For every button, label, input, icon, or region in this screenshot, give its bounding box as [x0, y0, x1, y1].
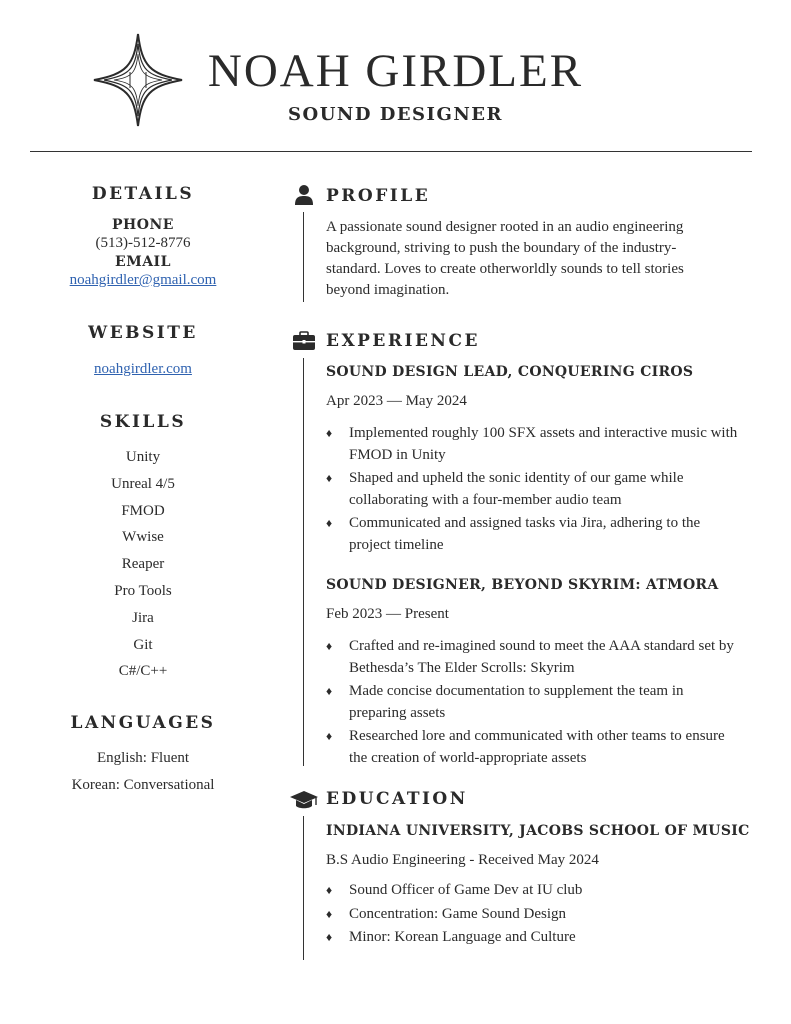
- job-bullet: ♦ Crafted and re-imagined sound to meet the AAA standard set by Bethesda’s The Elder Scrolls: Skyrim: [326, 636, 741, 679]
- job-bullet: ♦ Communicated and assigned tasks via Jira, adhering to the project timeline: [326, 513, 741, 556]
- email-link[interactable]: noahgirdler@gmail.com: [69, 272, 217, 288]
- languages-list: [38, 745, 248, 799]
- job-bullet: ♦ Shaped and upheld the sonic identity of our game while collaborating with a four-member audio team: [326, 468, 741, 511]
- skill-item: Unity: [125, 449, 161, 465]
- job-dates: Feb 2023 — Present: [326, 606, 449, 622]
- header-divider: [30, 151, 752, 152]
- person-icon: [289, 184, 319, 206]
- profile-timeline: [303, 212, 304, 302]
- left-column: [38, 184, 248, 799]
- languages-heading: LANGUAGES: [70, 713, 216, 734]
- education-bullet: ♦ Minor: Korean Language and Culture: [326, 927, 741, 949]
- job-bullets: [326, 636, 741, 771]
- skills-list: [38, 444, 248, 685]
- job-bullet: ♦ Made concise documentation to supplement the team in preparing assets: [326, 681, 741, 724]
- skill-item: Unreal 4/5: [111, 475, 175, 492]
- profile-text: A passionate sound designer rooted in an audio engineering background, striving to push the boundary of the industry-standard. Loves to create otherworldly sounds to tell stories beyond imagination.: [326, 219, 684, 298]
- language-item: English: Fluent: [96, 750, 190, 767]
- education-bullet: ♦ Sound Officer of Game Dev at IU club: [326, 880, 741, 902]
- job-title: SOUND DESIGNER, BEYOND SKYRIM: ATMORA: [326, 577, 719, 593]
- graduation-cap-icon: [289, 789, 319, 811]
- experience-heading: EXPERIENCE: [326, 331, 480, 351]
- education-heading: EDUCATION: [326, 789, 468, 809]
- candidate-name: NOAH GIRDLER: [207, 45, 584, 97]
- job-bullets: [326, 423, 741, 558]
- skills-heading: SKILLS: [99, 412, 187, 432]
- phone-label: PHONE: [112, 217, 174, 233]
- degree: B.S Audio Engineering - Received May 2024: [326, 852, 599, 868]
- language-item: Korean: Conversational: [71, 776, 215, 793]
- profile-heading: PROFILE: [326, 186, 431, 206]
- education-bullet: ♦ Concentration: Game Sound Design: [326, 904, 741, 926]
- skill-item: Reaper: [121, 556, 165, 573]
- job-bullet: ♦ Implemented roughly 100 SFX assets and interactive music with FMOD in Unity: [326, 423, 741, 466]
- job-dates: Apr 2023 — May 2024: [326, 393, 467, 409]
- job-title: SOUND DESIGN LEAD, CONQUERING CIROS: [326, 364, 694, 380]
- website-heading: WEBSITE: [88, 323, 198, 343]
- education-timeline: [303, 816, 304, 960]
- phone-value: (513)-512-8776: [95, 235, 191, 251]
- skill-item: Pro Tools: [114, 582, 172, 599]
- skill-item: C#/C++: [118, 663, 168, 680]
- education-bullets: [326, 880, 741, 951]
- details-heading: DETAILS: [91, 184, 195, 204]
- skill-item: Wwise: [122, 529, 164, 546]
- candidate-title: SOUND DESIGNER: [288, 104, 503, 125]
- job-bullet: ♦ Researched lore and communicated with other teams to ensure the creation of world-appropriate assets: [326, 726, 741, 769]
- skill-item: Git: [133, 636, 153, 653]
- school-name: INDIANA UNIVERSITY, JACOBS SCHOOL OF MUSIC: [326, 823, 750, 839]
- skill-item: Jira: [132, 609, 154, 626]
- briefcase-icon: [289, 330, 319, 352]
- email-label: EMAIL: [115, 254, 171, 270]
- website-link[interactable]: noahgirdler.com: [94, 361, 192, 377]
- experience-timeline: [303, 358, 304, 766]
- skill-item: FMOD: [121, 502, 165, 519]
